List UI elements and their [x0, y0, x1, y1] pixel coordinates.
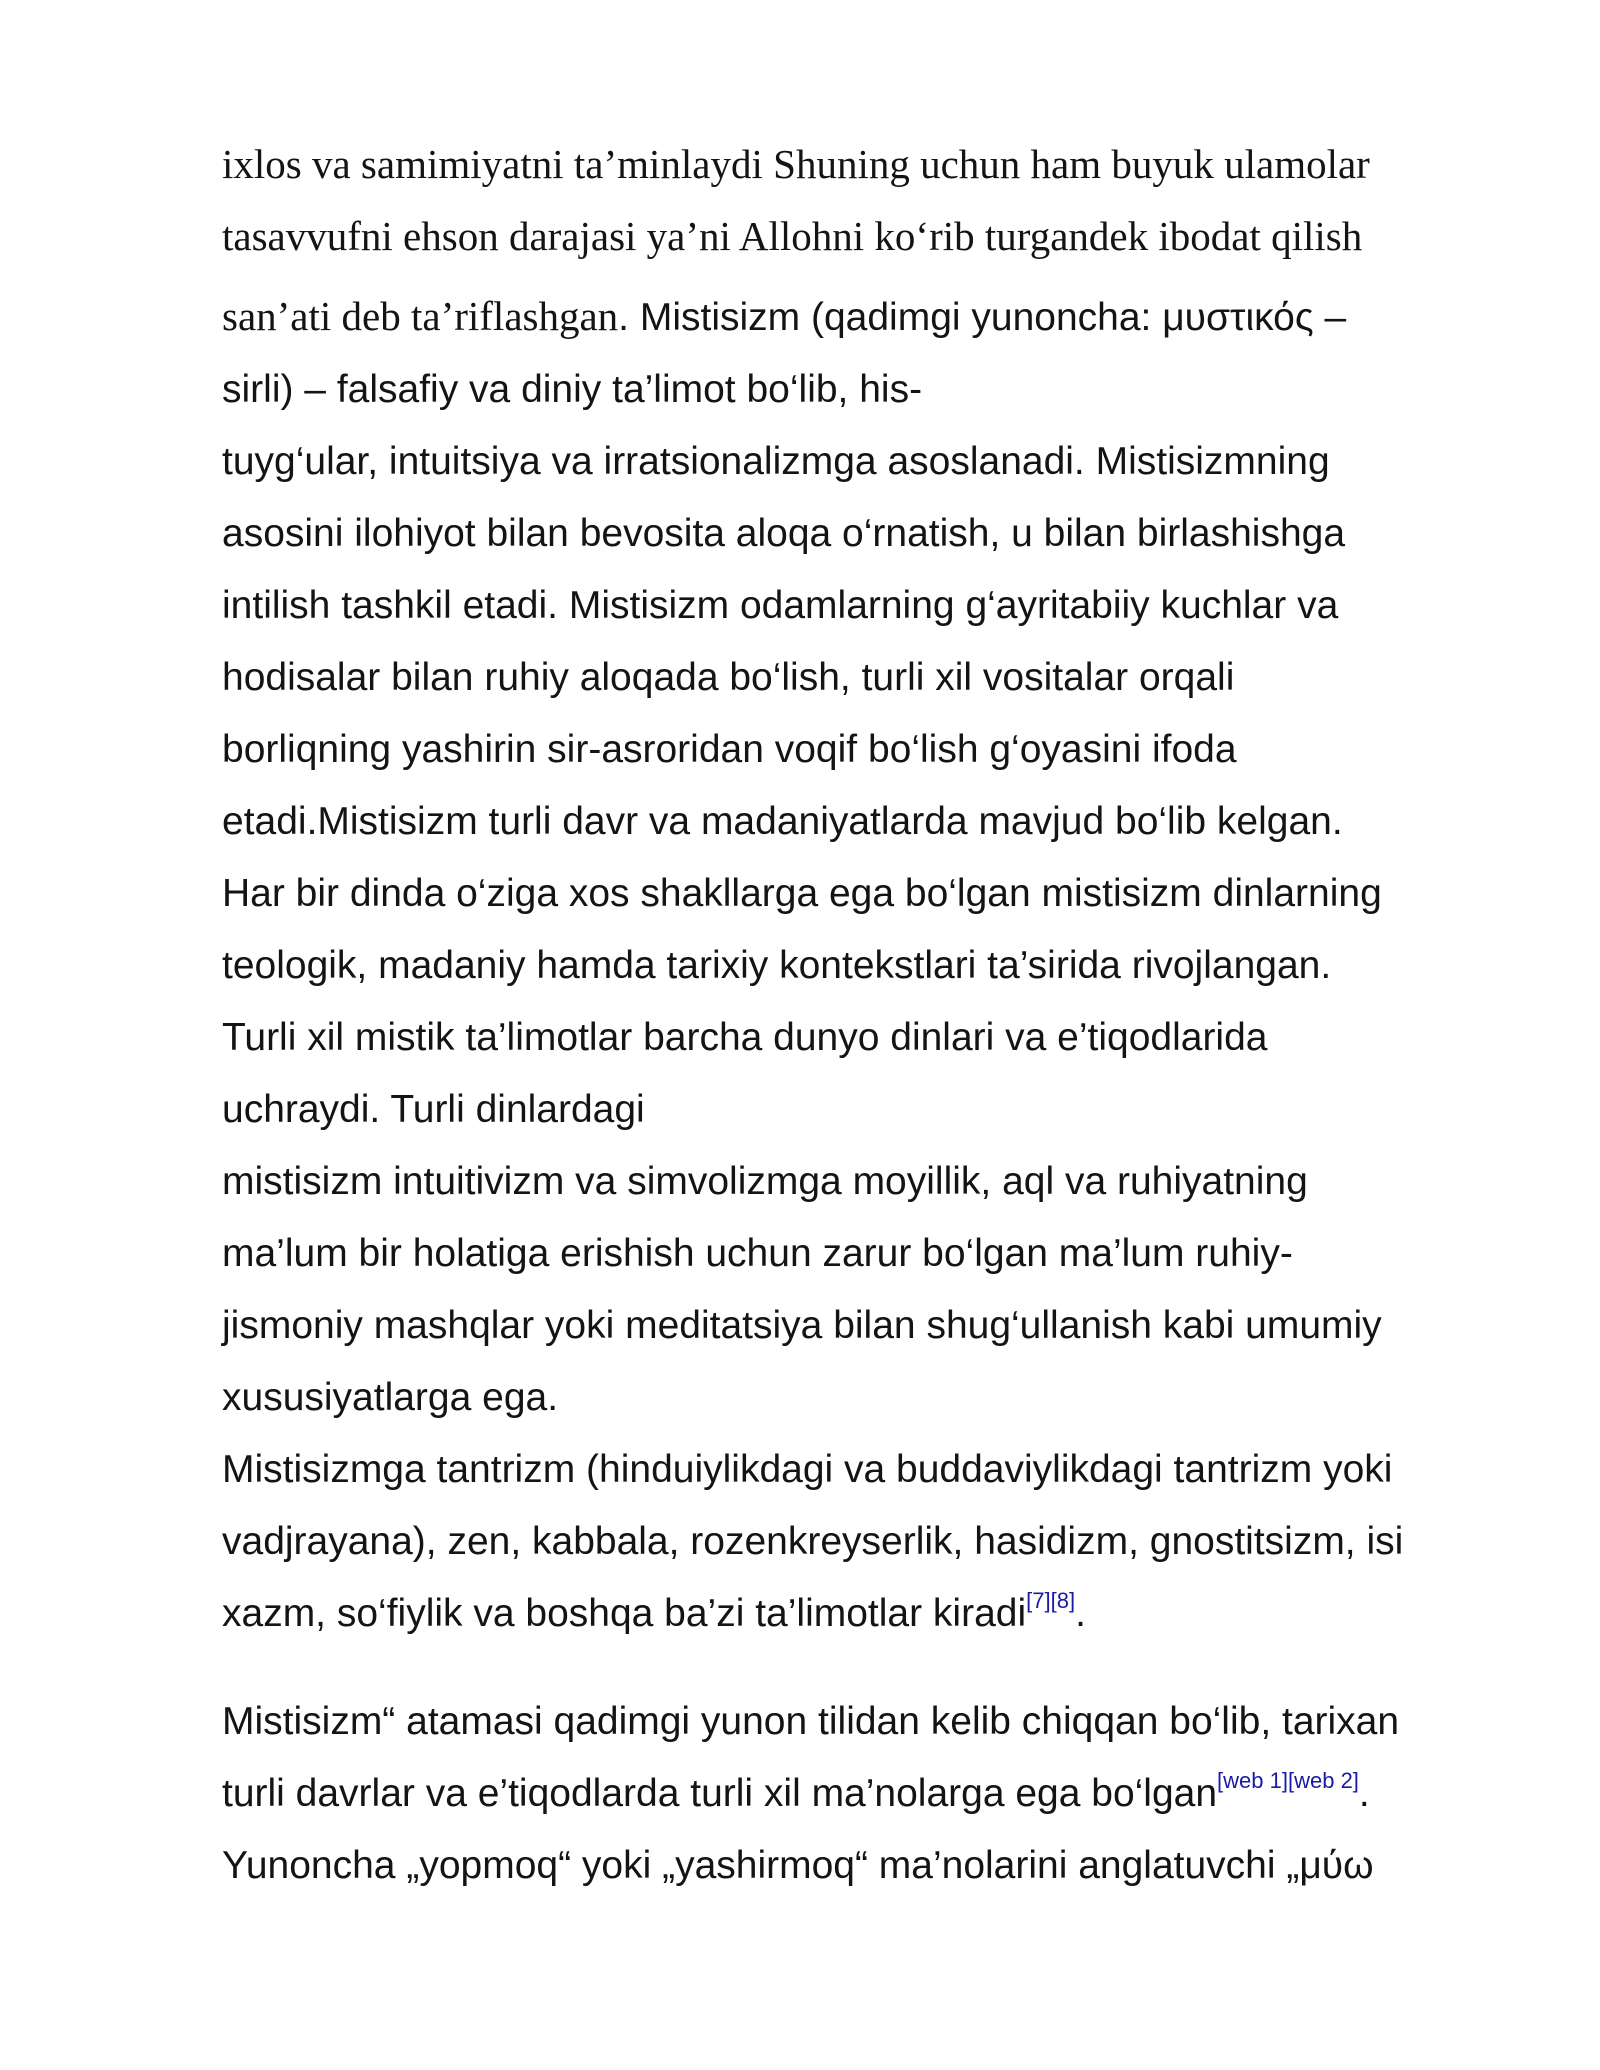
citation-link[interactable]: [7]: [1026, 1588, 1051, 1613]
text-span: .: [1075, 1592, 1086, 1635]
text-span: xazm, so‘fiylik va boshqa ba’zi ta’limotlar kiradi: [222, 1592, 1027, 1635]
text-line: tuyg‘ular, intuitsiya va irratsionalizmga asoslanadi. Mistisizmning: [222, 440, 1330, 483]
text-line: Mistisizmga tantrizm (hinduiylikdagi va buddaviylikdagi tantrizm yoki: [222, 1448, 1393, 1491]
text-line: jismoniy mashqlar yoki meditatsiya bilan shug‘ullanish kabi umumiy: [222, 1304, 1382, 1347]
text-line: Har bir dinda o‘ziga xos shakllarga ega bo‘lgan mistisizm dinlarning: [222, 872, 1382, 915]
text-line: tasavvufni ehson darajasi ya’ni Allohni ko‘rib turgandek ibodat qilish: [222, 213, 1363, 259]
text-span: .: [1358, 1772, 1370, 1815]
text-line: [222, 1770, 1370, 1818]
citation-link[interactable]: [web 1]: [1217, 1768, 1288, 1793]
text-line: [222, 292, 1346, 342]
text-line: intilish tashkil etadi. Mistisizm odamlarning g‘ayritabiiy kuchlar va: [222, 584, 1339, 627]
text-line: vadjrayana), zen, kabbala, rozenkreyserlik, hasidizm, gnostitsizm, isi: [222, 1520, 1404, 1563]
text-span: san’ati deb ta’riflashgan: [222, 293, 619, 339]
text-line: xususiyatlarga ega.: [222, 1376, 559, 1419]
text-line: teologik, madaniy hamda tarixiy kontekstlari ta’sirida rivojlangan.: [222, 944, 1332, 987]
text-line: ma’lum bir holatiga erishish uchun zarur bo‘lgan ma’lum ruhiy-: [222, 1232, 1293, 1275]
text-line: Yunoncha „yopmoq“ yoki „yashirmoq“ ma’nolarini anglatuvchi „μύω: [222, 1844, 1374, 1887]
text-line: uchraydi. Turli dinlardagi: [222, 1088, 645, 1131]
text-line: Mistisizm“ atamasi qadimgi yunon tilidan kelib chiqqan bo‘lib, tarixan: [222, 1700, 1400, 1743]
text-span: . Mistisizm (qadimgi yunoncha: μυστικός –: [618, 296, 1347, 339]
text-line: [222, 1590, 1086, 1638]
text-line: ixlos va samimiyatni ta’minlaydi Shuning uchun ham buyuk ulamolar: [222, 141, 1370, 187]
text-line: sirli) – falsafiy va diniy ta’limot bo‘lib, his-: [222, 368, 923, 411]
citation-link[interactable]: [web 2]: [1287, 1768, 1359, 1793]
text-line: Turli xil mistik ta’limotlar barcha dunyo dinlari va e’tiqodlarida: [222, 1016, 1268, 1059]
text-line: hodisalar bilan ruhiy aloqada bo‘lish, turli xil vositalar orqali: [222, 656, 1235, 699]
text-line: asosini ilohiyot bilan bevosita aloqa o‘rnatish, u bilan birlashishga: [222, 512, 1346, 555]
text-line: borliqning yashirin sir-asroridan voqif bo‘lish g‘oyasini ifoda: [222, 728, 1237, 771]
citation-link[interactable]: [8]: [1050, 1588, 1076, 1613]
text-span: turli davrlar va e’tiqodlarda turli xil ma’nolarga ega bo‘lgan: [222, 1772, 1218, 1815]
text-line: etadi.Mistisizm turli davr va madaniyatlarda mavjud bo‘lib kelgan.: [222, 800, 1343, 843]
text-line: mistisizm intuitivizm va simvolizmga moyillik, aql va ruhiyatning: [222, 1160, 1308, 1203]
